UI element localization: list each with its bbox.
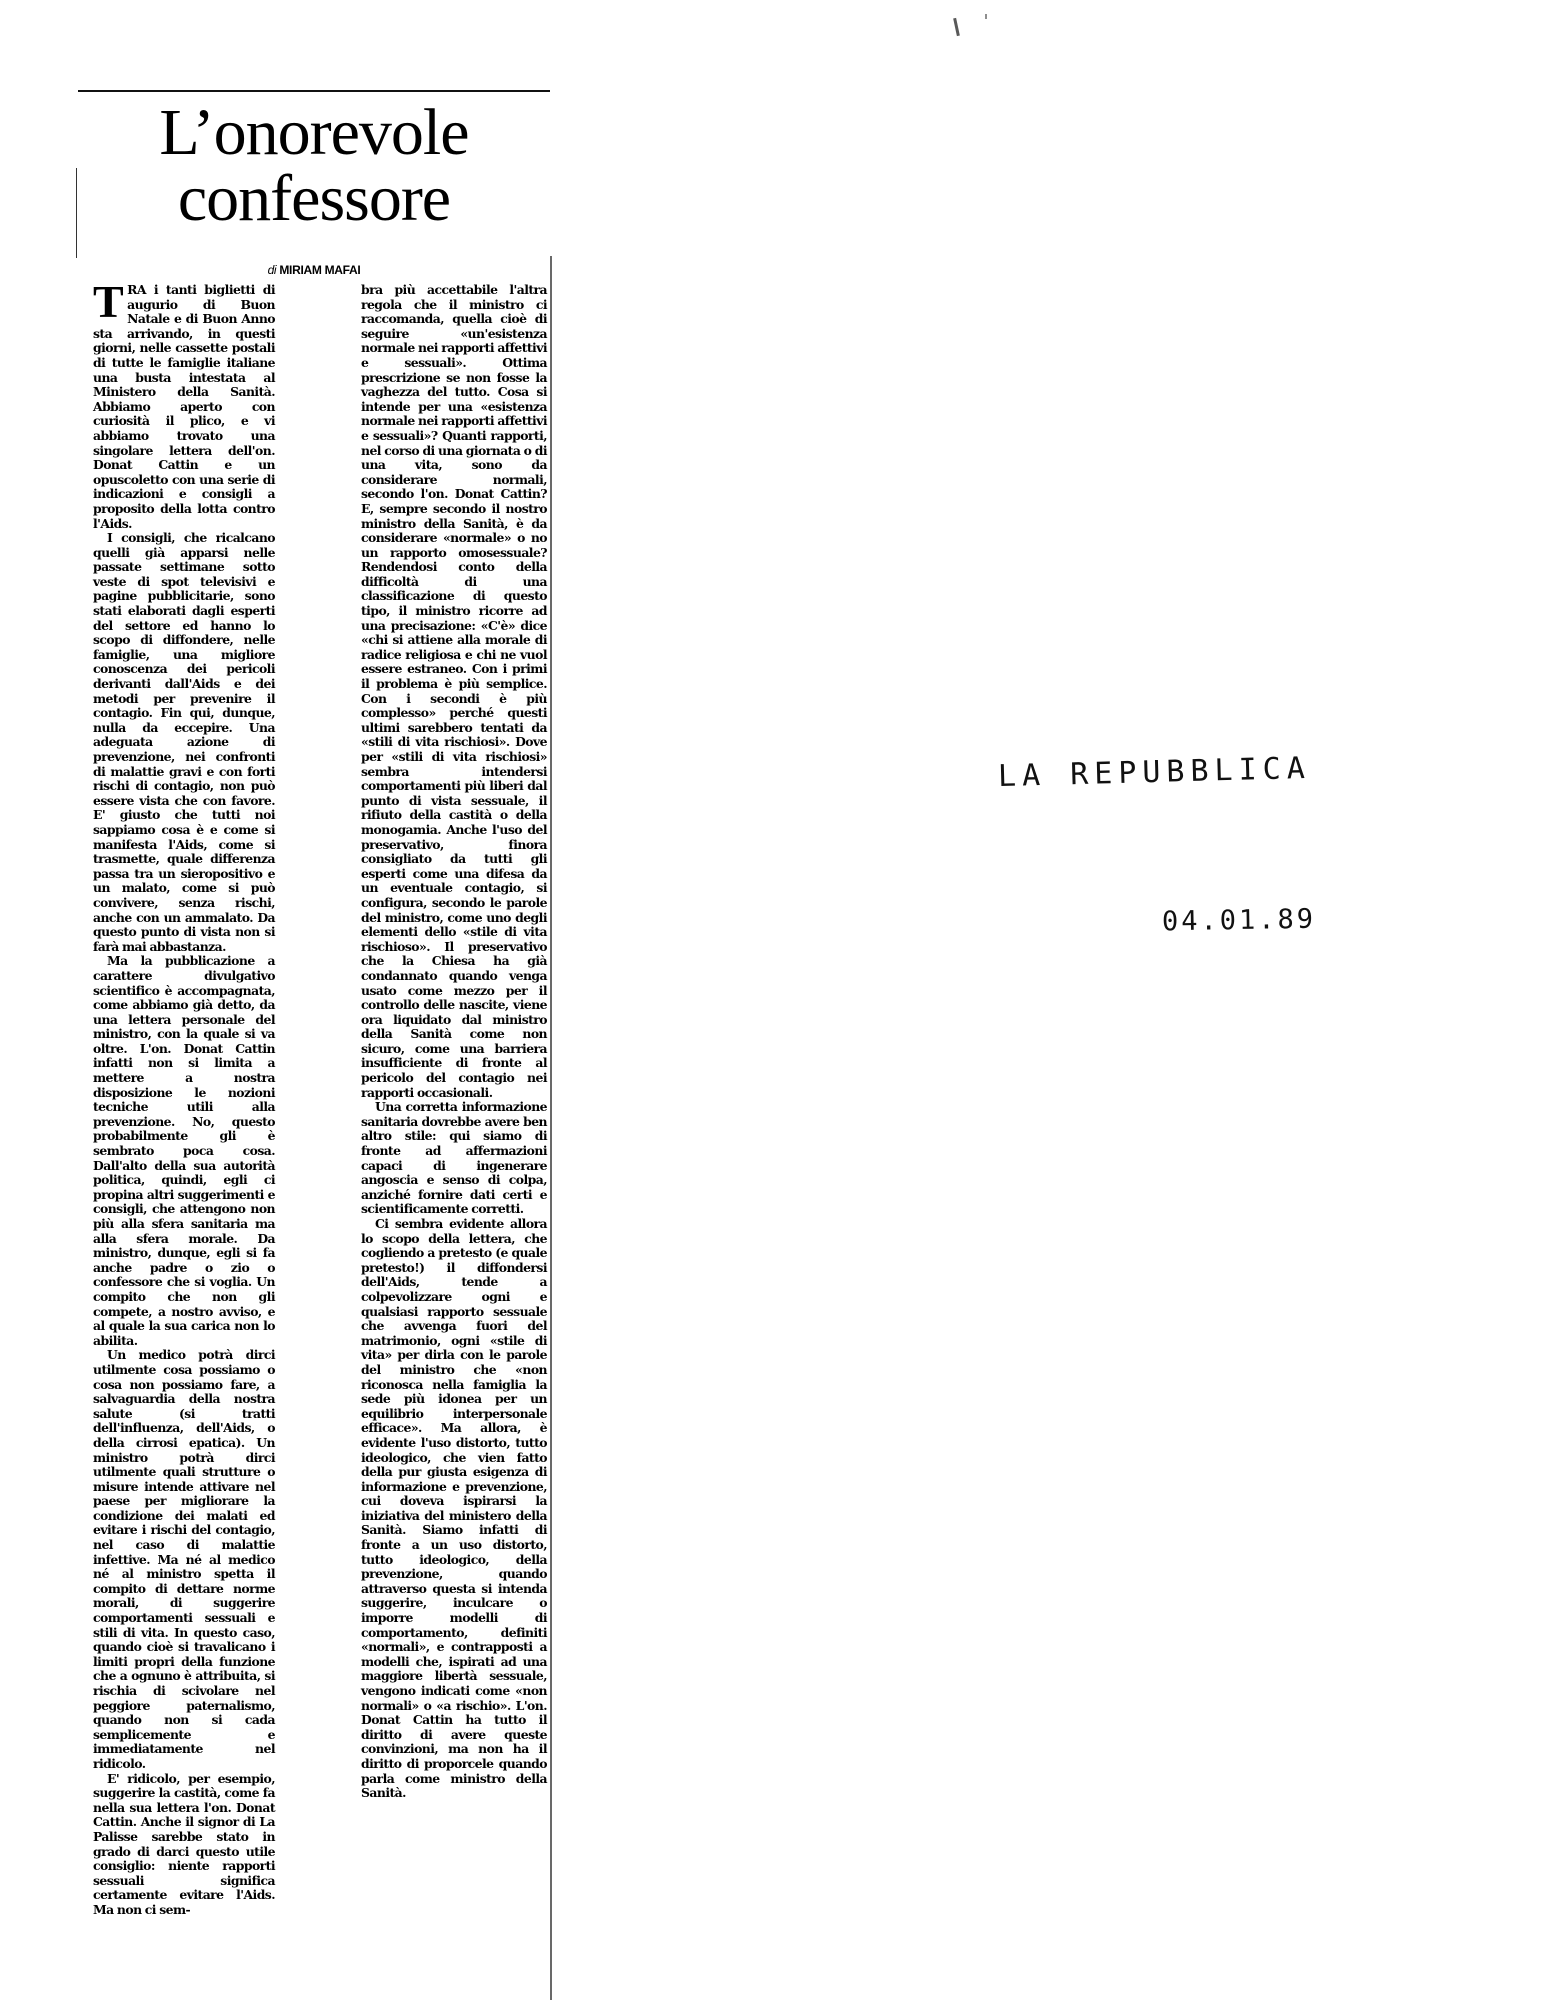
paragraph: Ma la pubblicazione a carattere divulgativo scientifico è accompagnata, come abbiamo già detto, da una lettera personale del ministro, con la quale si va oltre. L'on. Donat Cattin infatti non si limita a mettere a nostra disposizione le nozioni tecniche utili alla prevenzione. No, questo probabilmente gli è sembrato poca cosa. Dall'alto della sua autorità politica, quindi, egli ci propina altri suggerimenti e consigli, che attengono non più alla sfera sanitaria ma alla sfera morale. Da ministro, dunque, egli si fa anche padre o zio o confessore che si voglia. Un compito che non gli compete, a nostro avviso, e al quale la sua carica non lo abilita. [93, 953, 275, 1348]
column-rule [550, 256, 552, 2000]
byline [78, 263, 550, 277]
scan-artifact [953, 18, 960, 36]
byline-author: MIRIAM MAFAI [279, 263, 361, 277]
headline-line-2: confessore [177, 162, 451, 235]
handwritten-newspaper-name: LA REPUBBLICA [997, 750, 1312, 795]
drop-cap: T [93, 276, 124, 327]
paragraph: Una corretta informazione sanitaria dovrebbe avere ben altro stile: qui siamo di fronte ad affermazioni capaci di ingenerare angoscia e senso di colpa, anziché fornire dati certi e scientificamente corretti. [361, 1099, 547, 1217]
article-headline [78, 96, 550, 235]
handwritten-date: 04.01.89 [1161, 903, 1317, 938]
paragraph: I consigli, che ricalcano quelli già apparsi nelle passate settimane sotto veste di spot televisivi e pagine pubblicitarie, sono stati elaborati dagli esperti del settore ed hanno lo scopo di diffondere, nelle famiglie, una migliore conoscenza dei pericoli derivanti dall'Aids e dei metodi per prevenire il contagio. Fin qui, dunque, nulla da eccepire. Una adeguata azione di prevenzione, nei confronti di malattie gravi e con forti rischi di contagio, non può essere vista che con favore. E' giusto che tutti noi sappiamo cosa è e come si manifesta l'Aids, come si trasmette, quale differenza passa tra un sieropositivo e un malato, come si può convivere, senza rischi, anche con un ammalato. Da questo punto di vista non si farà mai abbastanza. [93, 530, 275, 954]
article-column-2 [361, 283, 547, 1801]
scan-artifact [985, 14, 987, 19]
paragraph: E' ridicolo, per esempio, suggerire la castità, come fa nella sua lettera l'on. Donat Cattin. Anche il signor di La Palisse sarebbe stato in grado di darci questo utile consiglio: niente rapporti sessuali significa certamente evitare l'Aids. Ma non ci sem- [93, 1770, 275, 1917]
top-rule [78, 90, 550, 92]
paragraph: TRA i tanti biglietti di augurio di Buon Natale e di Buon Anno sta arrivando, in questi giorni, nelle cassette postali di tutte le famiglie italiane una busta intestata al Ministero della Sanità. Abbiamo aperto con curiosità il plico, e vi abbiamo trovato una singolare lettera dell'on. Donat Cattin e un opuscoletto con una serie di indicazioni e consigli a proposito della lotta contro l'Aids. [93, 276, 275, 531]
headline-line-1: L’onorevole [159, 96, 469, 169]
paragraph: bra più accettabile l'altra regola che il ministro ci raccomanda, quella cioè di seguire «un'esistenza normale nei rapporti affettivi e sessuali». Ottima prescrizione se non fosse la vaghezza del tutto. Cosa si intende per una «esistenza normale nei rapporti affettivi e sessuali»? Quanti rapporti, nel corso di una giornata o di una vita, sono da considerare normali, secondo l'on. Donat Cattin? E, sempre secondo il nostro ministro della Sanità, è da considerare «normale» o no un rapporto omosessuale? Rendendosi conto della difficoltà di una classificazione di questo tipo, il ministro ricorre ad una precisazione: «C'è» dice «chi si attiene alla morale di radice religiosa e chi ne vuol essere estraneo. Con i primi il problema è più semplice. Con i secondi è più complesso» perché questi ultimi sarebbero tentati da «stili di vita rischiosi». Dove per «stili di vita rischiosi» sembra intendersi comportamenti più liberi dal punto di vista sessuale, il rifiuto della castità o della monogamia. Anche l'uso del preservativo, finora consigliato da tutti gli esperti come una difesa da un eventuale contagio, si configura, secondo le parole del ministro, come uno degli elementi dello «stile di vita rischioso». Il preservativo che la Chiesa ha già condannato quando venga usato come mezzo per il controllo delle nascite, viene ora liquidato dal ministro della Sanità come non sicuro, come una barriera insufficiente di fronte al pericolo del contagio nei rapporti occasionali. [361, 282, 547, 1100]
left-rule [76, 168, 77, 258]
paragraph: Ci sembra evidente allora lo scopo della lettera, che cogliendo a pretesto (e quale pretesto!) il diffondersi dell'Aids, tende a colpevolizzare ogni e qualsiasi rapporto sessuale che avvenga fuori del matrimonio, ogni «stile di vita» per dirla con le parole del ministro che «non riconosca nella famiglia la sede più idonea per un equilibrio interpersonale efficace». Ma allora, è evidente l'uso distorto, tutto ideologico, che vien fatto della pur giusta esigenza di informazione e prevenzione, cui doveva ispirarsi la iniziativa del ministero della Sanità. Siamo infatti di fronte a un uso distorto, tutto ideologico, della prevenzione, quando attraverso questa si intenda suggerire, inculcare o imporre modelli di comportamento, definiti «normali», e contrapposti a modelli che, ispirati ad una maggiore libertà sessuale, vengono indicati come «non normali» o «a rischio». L'on. Donat Cattin ha tutto il diritto di avere queste convinzioni, ma non ha il diritto di proporcele quando parla come ministro della Sanità. [361, 1216, 547, 1801]
paragraph: Un medico potrà dirci utilmente cosa possiamo o cosa non possiamo fare, a salvaguardia della nostra salute (si tratti dell'influenza, dell'Aids, o della cirrosi epatica). Un ministro potrà dirci utilmente quali strutture o misure intende attivare nel paese per migliorare la condizione dei malati ed evitare i rischi del contagio, nel caso di malattie infettive. Ma né al medico né al ministro spetta il compito di dettare norme morali, di suggerire comportamenti sessuali e stili di vita. In questo caso, quando cioè si travalicano i limiti propri della funzione che a ognuno è attribuita, si rischia di scivolare nel peggiore paternalismo, quando non si cada semplicemente e immediatamente nel ridicolo. [93, 1347, 275, 1771]
article-column-1 [93, 276, 275, 1918]
byline-prefix: di [267, 263, 277, 277]
